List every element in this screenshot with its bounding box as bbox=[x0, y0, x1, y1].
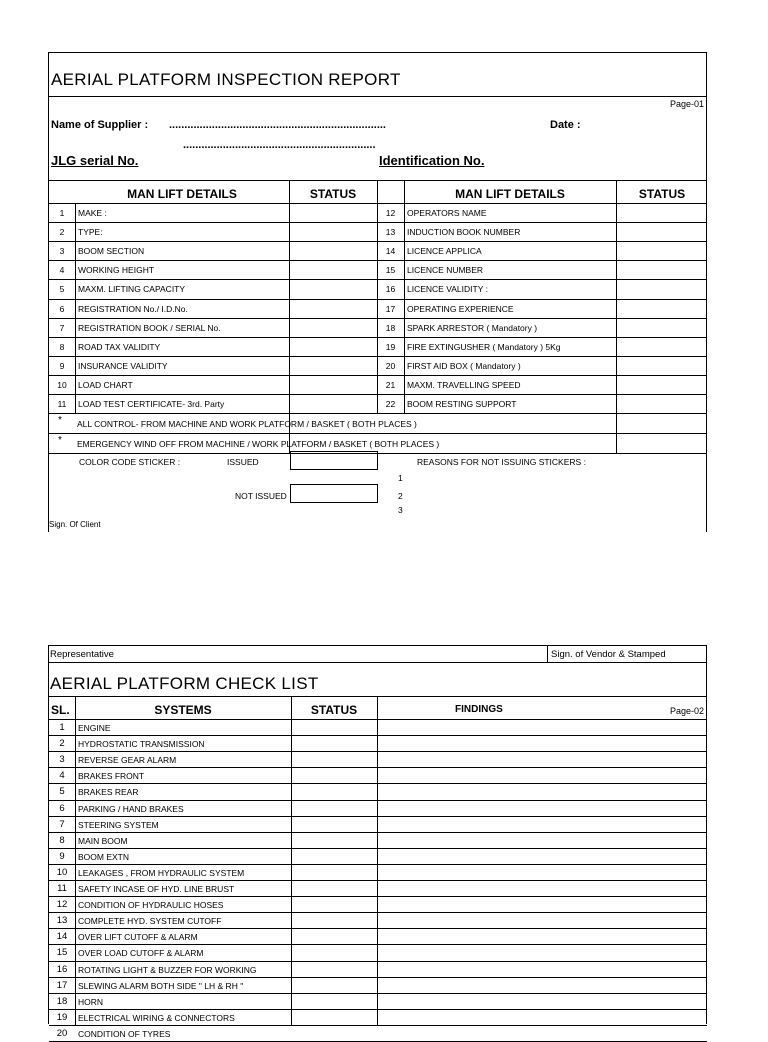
checklist-system: HORN bbox=[78, 996, 104, 1007]
reason-2: 2 bbox=[398, 491, 403, 501]
row-number: 16 bbox=[385, 284, 396, 295]
supplier-dots: ....................................................................... bbox=[169, 119, 386, 131]
row-divider bbox=[49, 896, 707, 897]
star-mark: * bbox=[58, 415, 62, 426]
row-divider bbox=[49, 767, 707, 768]
checklist-number: 4 bbox=[59, 770, 65, 782]
representative-label: Representative bbox=[50, 649, 114, 660]
detail-label: ROAD TAX VALIDITY bbox=[78, 341, 161, 352]
checklist-system: BRAKES REAR bbox=[78, 787, 139, 798]
checklist-system: HYDROSTATIC TRANSMISSION bbox=[78, 739, 205, 750]
checklist-number: 14 bbox=[56, 931, 68, 943]
checklist-number: 1 bbox=[59, 722, 65, 733]
page-number-2: Page-02 bbox=[669, 706, 704, 716]
row-number: 7 bbox=[59, 322, 65, 333]
row-divider bbox=[49, 356, 707, 357]
detail-label: BOOM SECTION bbox=[78, 246, 145, 257]
checklist-system: OVER LOAD CUTOFF & ALARM bbox=[78, 948, 204, 959]
row-number: 17 bbox=[385, 303, 396, 314]
row-divider bbox=[49, 735, 707, 736]
detail-label: BOOM RESTING SUPPORT bbox=[407, 399, 517, 409]
detail-label: WORKING HEIGHT bbox=[78, 265, 155, 276]
row-divider bbox=[49, 912, 707, 913]
row-number: 6 bbox=[59, 303, 65, 314]
checklist-system: ELECTRICAL WIRING & CONNECTORS bbox=[78, 1012, 235, 1023]
checklist-number: 11 bbox=[57, 883, 67, 894]
issued-label: ISSUED bbox=[227, 457, 259, 467]
row-divider bbox=[49, 864, 707, 865]
row-divider bbox=[49, 993, 707, 994]
row-divider bbox=[49, 318, 707, 319]
checklist-number: 10 bbox=[56, 866, 68, 878]
row-number: 4 bbox=[59, 265, 65, 276]
col-header-details-right: MAN LIFT DETAILS bbox=[455, 187, 565, 201]
row-number: 1 bbox=[59, 208, 65, 218]
detail-label: SPARK ARRESTOR ( Mandatory ) bbox=[407, 322, 538, 333]
detail-label: LOAD CHART bbox=[78, 379, 133, 390]
row-divider bbox=[49, 816, 707, 817]
col-header-status-left: STATUS bbox=[309, 187, 357, 201]
col-header-systems: SYSTEMS bbox=[154, 703, 212, 717]
row-number: 2 bbox=[59, 227, 65, 238]
detail-label: INSURANCE VALIDITY bbox=[78, 360, 168, 371]
star-row-2: EMERGENCY WIND OFF FROM MACHINE / WORK PLATFORM / BASKET ( BOTH PLACES ) bbox=[77, 439, 440, 449]
row-divider bbox=[49, 241, 707, 242]
checklist-system: OVER LIFT CUTOFF & ALARM bbox=[78, 932, 198, 943]
not-issued-label: NOT ISSUED bbox=[235, 491, 287, 501]
detail-label: FIRST AID BOX ( Mandatory ) bbox=[407, 360, 521, 371]
row-number: 3 bbox=[59, 246, 65, 257]
checklist-system: MAIN BOOM bbox=[78, 835, 128, 846]
row-number: 21 bbox=[385, 379, 396, 390]
row-number: 13 bbox=[385, 227, 396, 238]
date-label: Date : bbox=[550, 119, 581, 131]
row-divider bbox=[49, 751, 707, 752]
checklist-number: 3 bbox=[59, 754, 65, 766]
identification-label: Identification No. bbox=[379, 153, 485, 168]
row-number: 9 bbox=[59, 360, 65, 371]
checklist-system: BOOM EXTN bbox=[78, 851, 130, 862]
row-divider bbox=[49, 299, 707, 300]
detail-label: REGISTRATION No./ I.D.No. bbox=[78, 303, 188, 314]
row-number: 18 bbox=[385, 322, 396, 333]
checklist-system: CONDITION OF TYRES bbox=[78, 1028, 171, 1039]
row-divider bbox=[49, 944, 707, 945]
col-header-status: STATUS bbox=[310, 703, 358, 717]
checklist-number: 16 bbox=[56, 963, 68, 975]
sign-client: Sign. Of Client bbox=[49, 520, 101, 529]
detail-label: LICENCE NUMBER bbox=[407, 265, 484, 276]
col-header-status-right: STATUS bbox=[638, 187, 686, 201]
detail-label: FIRE EXTINGUSHER ( Mandatory ) 5Kg bbox=[407, 341, 561, 352]
detail-label: OPERATORS NAME bbox=[407, 208, 487, 218]
checklist-number: 7 bbox=[59, 818, 65, 830]
checklist-system: SAFETY INCASE OF HYD. LINE BRUST bbox=[78, 884, 235, 894]
checklist-system: ROTATING LIGHT & BUZZER FOR WORKING bbox=[78, 964, 257, 975]
checklist-system: LEAKAGES , FROM HYDRAULIC SYSTEM bbox=[78, 867, 245, 878]
checklist-title: AERIAL PLATFORM CHECK LIST bbox=[50, 674, 319, 693]
sticker-label: COLOR CODE STICKER : bbox=[79, 457, 181, 467]
checklist-system: STEERING SYSTEM bbox=[78, 819, 159, 830]
row-divider bbox=[49, 1025, 707, 1026]
checklist-system: CONDITION OF HYDRAULIC HOSES bbox=[78, 900, 224, 911]
row-number: 14 bbox=[385, 246, 396, 257]
row-divider bbox=[49, 800, 707, 801]
detail-label: MAXM. LIFTING CAPACITY bbox=[78, 284, 186, 295]
row-divider bbox=[49, 375, 707, 376]
report-title: AERIAL PLATFORM INSPECTION REPORT bbox=[51, 70, 401, 89]
supplier-dots-line2: ............................................................... bbox=[183, 139, 376, 151]
detail-label: INDUCTION BOOK NUMBER bbox=[407, 227, 521, 238]
vendor-sign-label: Sign. of Vendor & Stamped bbox=[551, 649, 666, 660]
row-divider bbox=[49, 279, 707, 280]
row-divider bbox=[49, 413, 707, 414]
checklist-system: COMPLETE HYD. SYSTEM CUTOFF bbox=[78, 916, 222, 927]
row-divider bbox=[49, 1009, 707, 1010]
star-row-1: ALL CONTROL- FROM MACHINE AND WORK PLATFORM / BASKET ( BOTH PLACES ) bbox=[77, 419, 417, 429]
row-number: 8 bbox=[59, 341, 65, 352]
detail-label: LICENCE VALIDITY : bbox=[407, 284, 488, 295]
checklist-number: 20 bbox=[56, 1027, 68, 1039]
row-divider bbox=[49, 222, 707, 223]
row-divider bbox=[49, 337, 707, 338]
checklist-number: 5 bbox=[59, 786, 65, 798]
row-divider bbox=[49, 977, 707, 978]
checklist-system: REVERSE GEAR ALARM bbox=[78, 755, 177, 766]
jlg-serial-label: JLG serial No. bbox=[51, 153, 139, 168]
issued-box[interactable] bbox=[290, 451, 378, 470]
row-divider bbox=[49, 260, 707, 261]
detail-label: OPERATING EXPERIENCE bbox=[407, 303, 514, 314]
row-number: 20 bbox=[385, 360, 396, 371]
row-divider bbox=[49, 961, 707, 962]
checklist-number: 18 bbox=[56, 995, 68, 1007]
divider bbox=[49, 96, 707, 97]
checklist-page bbox=[48, 645, 707, 1039]
col-header-findings: FINDINGS bbox=[455, 704, 503, 715]
row-number: 5 bbox=[59, 284, 65, 295]
checklist-number: 17 bbox=[56, 979, 68, 991]
checklist-number: 2 bbox=[59, 738, 65, 750]
row-number: 15 bbox=[385, 265, 396, 276]
checklist-number: 13 bbox=[56, 915, 68, 927]
star-mark: * bbox=[58, 435, 62, 446]
not-issued-box[interactable] bbox=[290, 484, 378, 503]
row-divider bbox=[49, 928, 707, 929]
page-number: Page-01 bbox=[669, 99, 704, 109]
checklist-system: ENGINE bbox=[78, 723, 111, 733]
checklist-system: SLEWING ALARM BOTH SIDE " LH & RH " bbox=[78, 980, 244, 991]
checklist-number: 12 bbox=[56, 899, 68, 911]
detail-label: MAKE : bbox=[78, 208, 107, 218]
checklist-number: 8 bbox=[59, 834, 65, 846]
detail-label: LICENCE APPLICA bbox=[407, 246, 482, 257]
checklist-number: 19 bbox=[56, 1011, 68, 1023]
checklist-system: BRAKES FRONT bbox=[78, 771, 145, 782]
checklist-number: 9 bbox=[59, 850, 65, 862]
checklist-number: 6 bbox=[59, 802, 65, 814]
detail-label: MAXM. TRAVELLING SPEED bbox=[407, 379, 521, 390]
col-header-sl: SL. bbox=[51, 703, 70, 717]
reasons-label: REASONS FOR NOT ISSUING STICKERS : bbox=[417, 457, 586, 467]
checklist-number: 15 bbox=[56, 947, 68, 959]
row-number: 10 bbox=[57, 379, 67, 390]
detail-label: REGISTRATION BOOK / SERIAL No. bbox=[78, 322, 221, 333]
row-number: 12 bbox=[385, 208, 396, 218]
col-header-details-left: MAN LIFT DETAILS bbox=[127, 187, 237, 201]
row-number: 22 bbox=[385, 399, 396, 409]
checklist-system: PARKING / HAND BRAKES bbox=[78, 803, 184, 814]
detail-label: TYPE: bbox=[78, 227, 103, 238]
supplier-label: Name of Supplier : bbox=[51, 119, 149, 131]
row-divider bbox=[49, 832, 707, 833]
row-divider bbox=[49, 783, 707, 784]
row-divider bbox=[49, 394, 707, 395]
row-number: 19 bbox=[385, 341, 396, 352]
inspection-report-page bbox=[48, 52, 707, 532]
row-number: 11 bbox=[57, 399, 67, 409]
reason-3: 3 bbox=[398, 505, 403, 515]
detail-label: LOAD TEST CERTIFICATE- 3rd. Party bbox=[78, 399, 225, 409]
row-divider bbox=[49, 848, 707, 849]
row-divider bbox=[49, 880, 707, 881]
reason-1: 1 bbox=[398, 473, 403, 483]
